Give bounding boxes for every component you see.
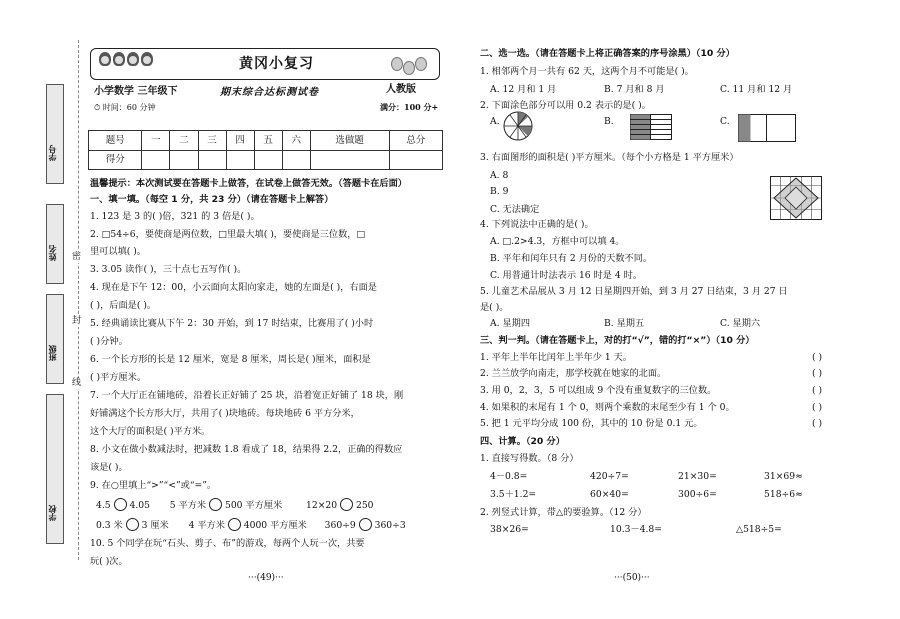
fill-q6: 6. 一个长方形的长是 12 厘米，宽是 8 厘米，周长是( )厘米，面积是 [90,354,371,365]
judge-q2: 2. 兰兰放学向南走，那学校就在她家的北面。 [480,368,667,379]
judge-answer-paren[interactable]: ( ) [812,418,823,429]
choice-q4: 4. 下列说法中正确的是( )。 [480,219,594,230]
choice-q5-option-b[interactable]: B. 星期五 [604,318,645,329]
calc-q2: 2. 列竖式计算，带△的要验算。（12 分） [480,507,647,518]
class-box [46,294,64,384]
section-2-title: 二、选一选。（请在答题卡上将正确答案的序号涂黑）（10 分） [480,48,735,59]
choice-q5-option-c[interactable]: C. 星期六 [720,318,761,329]
choice-q1: 1. 相邻两个月一共有 62 天，这两个月不可能是( )。 [480,66,694,77]
oral-calc-item: 60×40= [590,489,629,500]
vertical-calc-item: 38×26= [490,524,529,535]
page-number-left: ···(49)··· [248,573,284,583]
compare-circle[interactable] [209,498,222,511]
section-3-title: 三、判一判。（请在答题卡上，对的打“√”，错的打“×”）（10 分） [480,335,755,346]
full-score: 满分：100 分+ [380,102,439,112]
score-cell: 三 [198,131,226,151]
compare-circle[interactable] [340,498,353,511]
score-entry[interactable] [170,150,198,170]
student-id-label: 学号 [48,145,57,161]
score-table [88,130,443,170]
fill-q7-cont: 好铺满这个长方形大厅，共用了( )块地砖。每块地砖 6 平方分米， [90,408,360,419]
pie-option-figure [502,110,534,142]
compare-row: 0.3 米 3 厘米 4 平方米 4000 平方厘米 360÷9 360÷3 [96,520,406,531]
judge-answer-paren[interactable]: ( ) [812,368,823,379]
section-1-title: 一、填一填。（每空 1 分，共 23 分）（请在答题卡上解答） [90,194,334,205]
fill-q8-cont: 该是( )。 [90,462,128,473]
score-cell: 题号 [89,131,142,151]
judge-q5: 5. 把 1 元平均分成 100 份，其中的 10 份是 0.1 元。 [480,418,703,429]
choice-q5: 5. 儿童艺术品展从 3 月 12 日星期四开始，到 3 月 27 日结束，3 月 27 日 [480,286,788,297]
oral-calc-item: 518÷6≈ [764,489,803,500]
choice-q3: 3. 右面图形的面积是( )平方厘米。（每个小方格是 1 平方厘米） [480,152,739,163]
calc-q1: 1. 直接写得数。（8 分） [480,453,579,464]
oral-calc-item: 420÷7= [590,471,629,482]
binding-char-line: 线 [72,378,82,388]
compare-circle[interactable] [228,518,241,531]
choice-q3-option-a[interactable]: A. 8 [490,170,509,181]
fill-q7-cont2: 这个大厅的面积是( )平方米。 [90,426,211,437]
fill-q7: 7. 一个大厅正在铺地砖，沿着长正好铺了 25 块，沿着宽正好铺了 18 块，刚 [90,390,404,401]
grade-label: 小学数学 三年级下 [94,86,178,97]
judge-answer-paren[interactable]: ( ) [812,385,823,396]
score-cell: 得分 [89,150,142,170]
score-entry[interactable] [198,150,226,170]
class-label: 班级 [48,345,57,361]
compare-circle[interactable] [359,518,372,531]
oral-calc-item: 4－0.8= [490,471,528,482]
section-4-title: 四、计算。（20 分） [480,436,565,447]
score-cell: 总分 [389,131,442,151]
vertical-calc-item: △518÷5= [736,524,782,535]
header-banner [90,48,440,80]
oral-calc-item: 21×30= [678,471,717,482]
score-table-score-row [89,150,443,170]
score-cell: 四 [226,131,254,151]
choice-q2-option-b[interactable]: B. [604,116,614,127]
fill-q2-cont: 里可以填( )。 [90,246,147,257]
name-label: 姓名 [48,245,57,261]
judge-q1: 1. 平年上半年比闰年上半年少 1 天。 [480,352,632,363]
fill-q5: 5. 经典诵读比赛从下午 2：30 开始，到 17 时结束，比赛用了( )小时 [90,318,374,329]
binding-line [78,40,79,560]
judge-q4: 4. 如果积的末尾有 1 个 0，则两个乘数的末尾至少有 1 个 0。 [480,402,735,413]
vertical-calc-item: 10.3－4.8= [610,524,662,535]
banner-title: 黄冈小复习 [239,56,314,72]
page-number-right: ···(50)··· [614,573,650,583]
fill-q5-cont: ( )分钟。 [90,336,128,347]
fill-q8: 8. 小文在做小数减法时，把减数 1.8 看成了 18，结果得 2.2，正确的得数应 [90,444,403,455]
binding-char-close: 封 [72,316,82,326]
student-id-box [46,84,64,184]
fill-q9: 9. 在○里填上“>”“<”或“=”。 [90,480,217,491]
fill-q3: 3. 3.05 读作( )，三十点七五写作( )。 [90,264,247,275]
edition-label: 人教版 [386,84,416,95]
kids-illustration [99,52,153,66]
grid-area-figure [770,176,822,220]
choice-q2: 2. 下面涂色部分可以用 0.2 表示的是( )。 [480,100,651,111]
fill-q10-cont: 玩( )次。 [90,556,128,567]
choice-q3-option-b[interactable]: B. 9 [490,186,509,197]
oral-calc-item: 300÷6= [678,489,717,500]
strips-option-figure [630,114,672,140]
choice-q1-option-b[interactable]: B. 7 月和 8 月 [604,84,665,95]
name-box [46,204,64,284]
exam-title: 期末综合达标测试卷 [220,87,319,98]
judge-answer-paren[interactable]: ( ) [812,402,823,413]
oral-calc-item: 3.5＋1.2= [490,489,537,500]
score-entry[interactable] [254,150,282,170]
score-cell: 一 [142,131,170,151]
fill-q6-cont: ( )平方厘米。 [90,372,147,383]
choice-q5-cont: 是( )。 [480,302,509,313]
fill-q10: 10. 5 个同学在玩“石头、剪子、布”的游戏，每两个人玩一次，共要 [90,538,365,549]
score-cell: 六 [282,131,310,151]
score-entry[interactable] [142,150,170,170]
choice-q1-option-c[interactable]: C. 11 月和 12 月 [720,84,793,95]
compare-circle[interactable] [114,498,127,511]
time-limit: ⏱ 时间：60 分钟 [94,103,156,112]
school-label: 学校 [48,505,57,521]
score-entry[interactable] [226,150,254,170]
fill-q4: 4. 现在是下午 12：00，小云面向太阳向家走，她的左面是( )，右面是 [90,282,377,293]
clock-icon: ⏱ [94,103,101,112]
fill-q1: 1. 123 是 3 的( )倍，321 的 3 倍是( )。 [90,211,260,222]
school-box [46,394,64,544]
judge-answer-paren[interactable]: ( ) [812,352,823,363]
score-entry[interactable] [282,150,310,170]
choice-q1-option-a[interactable]: A. 12 月和 1 月 [490,84,557,95]
choice-q2-option-c[interactable]: C. [720,116,730,127]
compare-row: 4.5 4.05 5 平方米 500 平方厘米 12×20 250 [96,500,374,511]
choice-q5-option-a[interactable]: A. 星期四 [490,318,531,329]
compare-circle[interactable] [126,518,139,531]
choice-q4-option-c[interactable]: C. 用普通计时法表示 16 时是 4 时。 [490,270,643,281]
warm-tip: 温馨提示：本次测试要在答题卡上做答，在试卷上做答无效。（答题卡在后面） [90,178,407,189]
choice-q3-option-c[interactable]: C. 无法确定 [490,204,540,215]
judge-q3: 3. 用 0，2，3，5 可以组成 9 个没有重复数字的三位数。 [480,385,717,396]
score-entry[interactable] [389,150,442,170]
choice-q4-option-a[interactable]: A. □.2>4.3，方框中可以填 4。 [490,236,625,247]
score-entry[interactable] [310,150,389,170]
fill-q4-cont: ( )，后面是( )。 [90,300,157,311]
score-cell: 选做题 [310,131,389,151]
choice-q2-option-a[interactable]: A. [490,116,500,127]
binding-char-seal: 密 [72,252,82,262]
score-table-header-row [89,131,443,151]
binding-sidebar [6,84,62,554]
rectangle-option-figure [738,114,796,142]
score-cell: 二 [170,131,198,151]
score-cell: 五 [254,131,282,151]
choice-q4-option-b[interactable]: B. 平年和闰年只有 2 月份的天数不同。 [490,253,653,264]
oral-calc-item: 31×69≈ [764,471,803,482]
fill-q2: 2. □54÷6，要使商是两位数，□里最大填( )，要使商是三位数，□ [90,229,366,240]
